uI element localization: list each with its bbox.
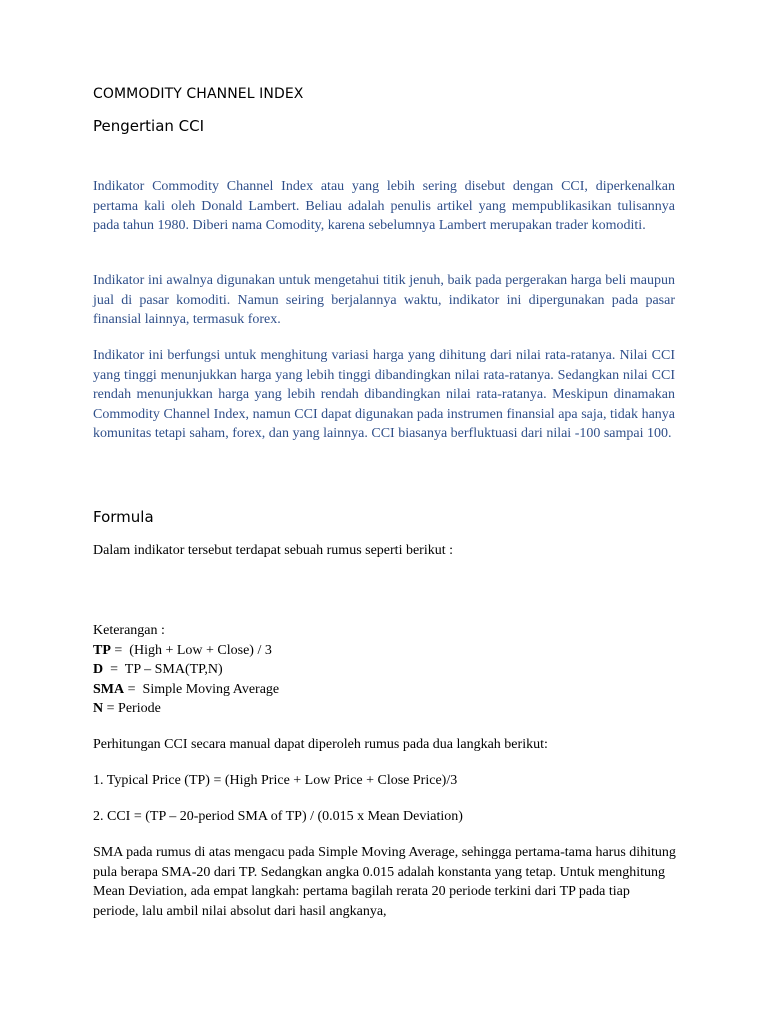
definition-row-d (93, 660, 279, 680)
definition-term: N (93, 701, 104, 716)
paragraph-2: Indikator ini awalnya digunakan untuk mengetahui titik jenuh, baik pada pergerakan harga beli maupun jual di pasar komoditi. Namun seiring berjalannya waktu, indikator ini dipergunakan pada pasar finansial lainnya, termasuk forex. (93, 273, 675, 327)
definitions-block (93, 621, 279, 719)
definition-desc: Simple Moving Average (142, 681, 280, 697)
definition-term: SMA (93, 681, 125, 697)
definition-row-tp (93, 641, 279, 661)
section-heading-formula: Formula (93, 508, 154, 526)
definition-term: TP (93, 642, 111, 658)
section-heading-pengertian: Pengertian CCI (93, 117, 205, 135)
definition-separator: = (124, 681, 143, 697)
step-1-formula: 1. Typical Price (TP) = (High Price + Low Price + Close Price)/3 (93, 773, 458, 788)
perhitungan-intro: Perhitungan CCI secara manual dapat diperoleh rumus pada dua langkah berikut: (93, 737, 548, 752)
paragraph-sma-explanation: SMA pada rumus di atas mengacu pada Simple Moving Average, sehingga pertama-tama harus dihitung pula berapa SMA-20 dari TP. Sedangkan angka 0.015 adalah konstanta yang tetap. Untuk menghitung Mean Deviation, ada empat langkah: pertama bagilah rerata 20 periode terkini dari TP pada tiap periode, lalu ambil nilai absolut dari hasil angkanya, (93, 845, 676, 919)
document-title: COMMODITY CHANNEL INDEX (93, 86, 304, 102)
definition-desc: Periode (118, 701, 161, 716)
paragraph-3: Indikator ini berfungsi untuk menghitung variasi harga yang dihitung dari nilai rata-ratanya. Nilai CCI yang tinggi menunjukkan harga yang lebih tinggi dibandingkan nilai rata-ratanya. Sedangkan nilai CCI rendah menunjukkan harga yang lebih rendah dibandingkan nilai rata-ratanya. Meskipun dinamakan Commodity Channel Index, namun CCI dapat digunakan pada instrumen finansial apa saja, tidak hanya komunitas tetapi saham, forex, dan yang lainnya. CCI biasanya berfluktuasi dari nilai -100 sampai 100. (93, 348, 675, 441)
definition-term: D (93, 662, 104, 677)
definition-separator: = (110, 642, 130, 658)
step-2-formula: 2. CCI = (TP – 20-period SMA of TP) / (0.015 x Mean Deviation) (93, 809, 463, 824)
definition-desc: TP – SMA(TP,N) (124, 662, 223, 677)
keterangan-label: Keterangan : (93, 623, 165, 638)
paragraph-1: Indikator Commodity Channel Index atau yang lebih sering disebut dengan CCI, diperkenalkan pertama kali oleh Donald Lambert. Beliau adalah penulis artikel yang mempublikasikan tulisannya pada tahun 1980. Diberi nama Comodity, karena sebelumnya Lambert merupakan trader komoditi. (93, 179, 675, 233)
definition-separator: = (103, 701, 119, 716)
definition-row-n (93, 699, 279, 719)
definition-separator: = (103, 662, 125, 677)
formula-intro: Dalam indikator tersebut terdapat sebuah rumus seperti berikut : (93, 543, 454, 558)
definition-desc: (High + Low + Close) / 3 (129, 642, 272, 658)
definition-row-sma (93, 680, 279, 700)
